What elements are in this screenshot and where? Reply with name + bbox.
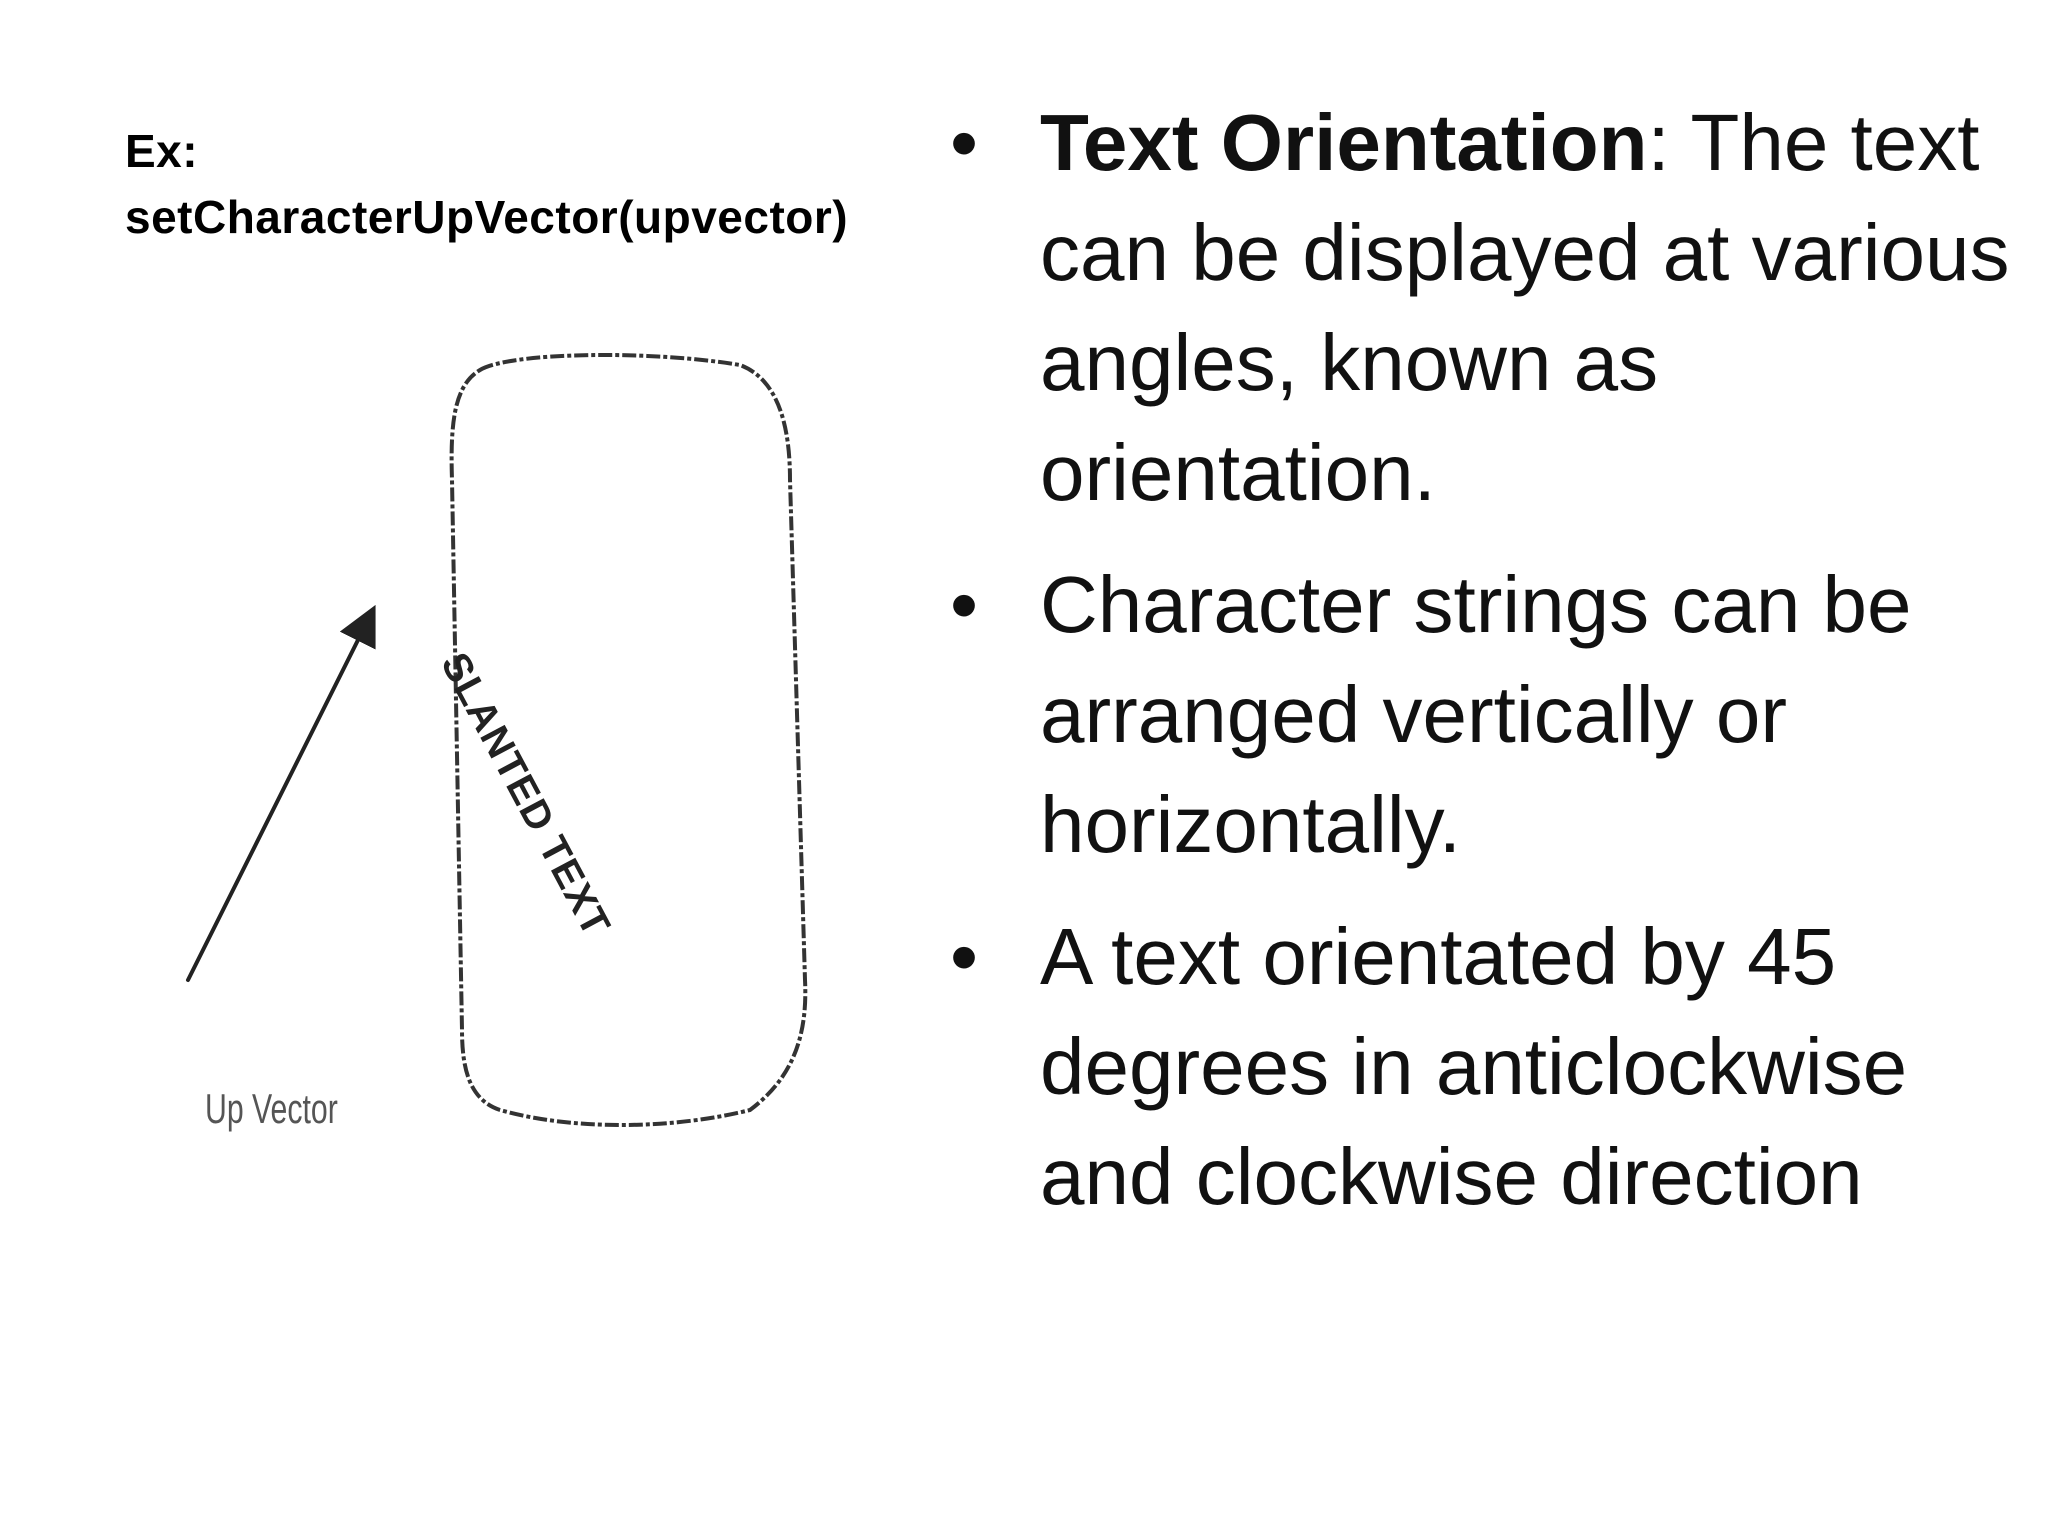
up-vector-label: Up Vector (205, 1085, 338, 1132)
up-vector-figure (150, 340, 850, 1170)
slanted-text-label: SLANTED TEXT (432, 645, 619, 944)
example-caption (125, 118, 925, 250)
bullet-item (950, 550, 2010, 880)
bullet-item (950, 902, 2010, 1232)
bullet-text: : The text can be displayed at various angles, known as orientation. (1040, 98, 2010, 517)
bullet-dot: • (950, 560, 979, 649)
bullet-list (950, 88, 2010, 1254)
bullet-text: Character strings can be arranged vertically or horizontally. (1040, 560, 1912, 869)
bullet-dot: • (950, 912, 979, 1001)
example-label: Ex: (125, 125, 199, 177)
up-vector-arrow (188, 612, 372, 980)
bullet-term: Text Orientation (1040, 98, 1648, 187)
bullet-text: A text orientated by 45 degrees in anticlockwise and clockwise direction (1040, 912, 1908, 1221)
bullet-dot: • (950, 98, 979, 187)
bullet-item (950, 88, 2010, 528)
example-function-call: setCharacterUpVector(upvector) (125, 191, 849, 243)
